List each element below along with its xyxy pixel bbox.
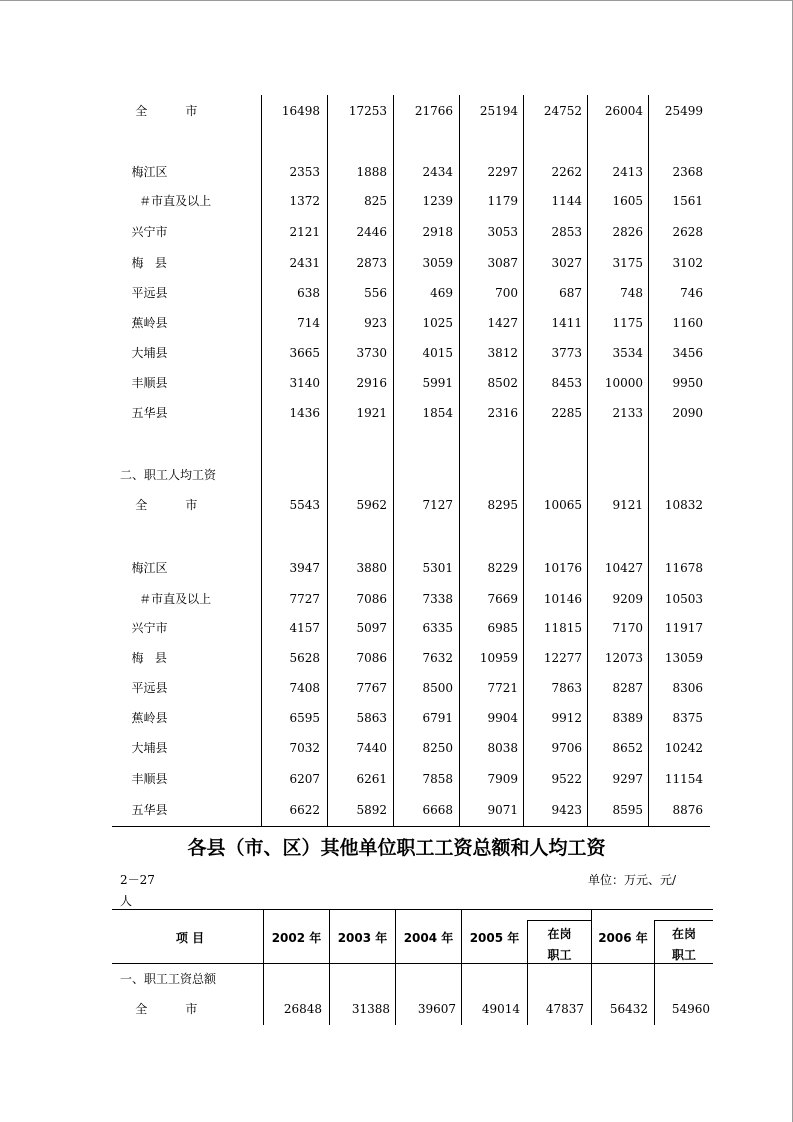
table-row [0,403,793,423]
table-cell: 2446 [356,225,387,239]
header-onpost-2005-a: 在岗 [547,927,572,941]
table-cell: 6595 [289,711,320,725]
table-cell: 2316 [487,406,518,420]
table-cell: 8038 [487,741,518,755]
table-cell: 2916 [356,376,387,390]
table-cell: 7408 [289,681,320,695]
table-cell: 10427 [604,561,643,575]
table-row [0,101,793,121]
table-cell: 3027 [551,256,582,270]
table-cell: 7127 [422,498,453,512]
table-cell: 7032 [289,741,320,755]
row-label: 一、职工工资总额 [120,972,217,986]
row-label: 平远县 [120,681,168,695]
table-cell: 7669 [487,592,518,606]
table-cell: 3102 [672,256,703,270]
table-cell: 3140 [289,376,320,390]
table-cell: 8229 [487,561,518,575]
table-row [0,618,793,638]
page-border-top [0,0,793,1]
table-cell: 8389 [612,711,643,725]
table-cell: 8375 [672,711,703,725]
table-cell: 9522 [551,772,582,786]
table-cell: 2853 [551,225,582,239]
table-cell: 9706 [551,741,582,755]
table-cell: 1436 [289,406,320,420]
table-cell: 8306 [672,681,703,695]
table-cell: 7858 [422,772,453,786]
table-cell: 5863 [356,711,387,725]
table-cell: 10065 [543,498,582,512]
table-row [0,191,793,211]
row-label: ＃市直及以上 [120,592,212,606]
table-cell: 7727 [289,592,320,606]
table-row [0,769,793,789]
table-cell: 8250 [422,741,453,755]
table-cell: 2434 [422,165,453,179]
table-cell: 1239 [422,194,453,208]
row-label: ＃市直及以上 [120,194,212,208]
table-cell: 8453 [551,376,582,390]
table-cell: 1144 [551,194,582,208]
table-cell: 54960 [671,1002,710,1016]
table-cell: 1372 [289,194,320,208]
table-cell: 10242 [664,741,703,755]
table-row [0,433,793,453]
header-2003: 2003 年 [337,931,388,945]
table-cell: 2413 [612,165,643,179]
row-label: 丰顺县 [120,376,168,390]
table-cell: 3730 [356,346,387,360]
table-cell: 2353 [289,165,320,179]
table-cell: 1605 [612,194,643,208]
table-cell: 3665 [289,346,320,360]
table-cell: 5962 [356,498,387,512]
table-row [0,313,793,333]
table-cell: 47837 [545,1002,584,1016]
table-cell: 10176 [543,561,582,575]
row-label: 全 市 [120,498,198,512]
table-cell: 923 [364,316,387,330]
row-label: 梅 县 [120,651,167,665]
table-cell: 9071 [487,803,518,817]
row-label: 梅江区 [120,561,168,575]
table-cell: 2873 [356,256,387,270]
table-cell: 7170 [612,621,643,635]
table-cell: 1561 [672,194,703,208]
table-row [0,283,793,303]
header-2002: 2002 年 [271,931,322,945]
unit-label: 单位：万元、元/ [588,873,677,887]
header-onpost-2006-b: 职工 [671,948,696,962]
table-row [0,465,793,485]
row-label: 大埔县 [120,741,168,755]
table-cell: 3456 [672,346,703,360]
table-cell: 3053 [487,225,518,239]
row-label: 兴宁市 [120,225,168,239]
table-cell: 11678 [664,561,703,575]
table-cell: 9209 [612,592,643,606]
table-cell: 10832 [664,498,703,512]
table-cell: 4015 [422,346,453,360]
table-row [0,558,793,578]
table-cell: 25499 [664,104,703,118]
table-cell: 9912 [551,711,582,725]
table-cell: 5301 [422,561,453,575]
table-cell: 1175 [612,316,643,330]
table-cell: 8295 [487,498,518,512]
row-label: 平远县 [120,286,168,300]
row-label: 全 市 [120,1002,198,1016]
table-cell: 7721 [487,681,518,695]
table-cell: 5543 [289,498,320,512]
table-cell: 3059 [422,256,453,270]
header-2005: 2005 年 [469,931,520,945]
row-label: 全 市 [120,104,198,118]
table-row [0,589,793,609]
table-cell: 10000 [604,376,643,390]
table-cell: 2431 [289,256,320,270]
table-row [0,222,793,242]
table-cell: 16498 [281,104,320,118]
table-row [0,495,793,515]
table-cell: 11815 [543,621,582,635]
table-cell: 2133 [612,406,643,420]
table-cell: 3880 [356,561,387,575]
table-cell: 1025 [422,316,453,330]
table-cell: 9950 [672,376,703,390]
table-cell: 5097 [356,621,387,635]
row-label: 梅 县 [120,256,167,270]
table-cell: 7863 [551,681,582,695]
table-cell: 7767 [356,681,387,695]
table-row [0,526,793,546]
table-cell: 3087 [487,256,518,270]
table-cell: 6335 [422,621,453,635]
table-cell: 1411 [551,316,582,330]
row-label: 梅江区 [120,165,168,179]
table-cell: 10146 [543,592,582,606]
header-item: 项 目 [175,931,205,945]
header-2006: 2006 年 [598,931,648,945]
table-cell: 638 [297,286,320,300]
table-cell: 49014 [481,1002,520,1016]
table-cell: 1888 [356,165,387,179]
row-label: 五华县 [120,803,168,817]
table-cell: 6622 [289,803,320,817]
table-cell: 2121 [289,225,320,239]
table-cell: 10959 [479,651,518,665]
table-cell: 8595 [612,803,643,817]
header-2004: 2004 年 [403,931,454,945]
table-cell: 7086 [356,651,387,665]
table-row [0,800,793,820]
table-cell: 7909 [487,772,518,786]
table-cell: 10503 [664,592,703,606]
table-cell: 26848 [283,1002,322,1016]
table-cell: 39607 [417,1002,456,1016]
table-cell: 17253 [348,104,387,118]
table-cell: 687 [559,286,582,300]
table-cell: 2262 [551,165,582,179]
subheader-rule [654,920,713,921]
table-cell: 9904 [487,711,518,725]
table-cell: 2090 [672,406,703,420]
table-cell: 5628 [289,651,320,665]
header-top-rule [112,909,713,910]
header-onpost-2005-b: 职工 [547,948,572,962]
table-row [0,738,793,758]
table-cell: 2285 [551,406,582,420]
table-cell: 556 [364,286,387,300]
unit-label-continued: 人 [120,894,133,908]
table-cell: 2368 [672,165,703,179]
table-cell: 1854 [422,406,453,420]
table-cell: 7440 [356,741,387,755]
table-row [0,373,793,393]
table-cell: 1160 [672,316,703,330]
table-cell: 746 [680,286,703,300]
table-cell: 8287 [612,681,643,695]
table-cell: 3947 [289,561,320,575]
row-label: 五华县 [120,406,168,420]
table-cell: 25194 [479,104,518,118]
table-cell: 8502 [487,376,518,390]
subheader-rule [527,920,591,921]
table-number: 2－27 [120,873,155,887]
table-row [0,648,793,668]
table-cell: 8500 [422,681,453,695]
table-cell: 11917 [664,621,703,635]
row-label: 大埔县 [120,346,168,360]
table-cell: 6985 [487,621,518,635]
table-cell: 1427 [487,316,518,330]
table-cell: 21766 [414,104,453,118]
table-cell: 2826 [612,225,643,239]
table-cell: 1179 [487,194,518,208]
table-cell: 714 [297,316,320,330]
table-cell: 31388 [351,1002,390,1016]
table-cell: 11154 [664,772,703,786]
row-label: 蕉岭县 [120,711,168,725]
table-row [0,253,793,273]
table-cell: 825 [364,194,387,208]
table-cell: 12277 [543,651,582,665]
row-label: 蕉岭县 [120,316,168,330]
table-cell: 2297 [487,165,518,179]
table-cell: 5991 [422,376,453,390]
table-cell: 6791 [422,711,453,725]
table-cell: 748 [620,286,643,300]
table-cell: 12073 [604,651,643,665]
table-row [0,708,793,728]
table-cell: 56432 [609,1002,648,1016]
table-cell: 3773 [551,346,582,360]
header-bottom-rule [112,963,713,964]
table-cell: 7632 [422,651,453,665]
table-cell: 6668 [422,803,453,817]
table-cell: 3175 [612,256,643,270]
table-cell: 6207 [289,772,320,786]
table-cell: 7338 [422,592,453,606]
table-cell: 5892 [356,803,387,817]
table-cell: 26004 [604,104,643,118]
table-row [0,343,793,363]
table-cell: 9121 [612,498,643,512]
table-row [0,999,793,1019]
table-cell: 7086 [356,592,387,606]
table-cell: 6261 [356,772,387,786]
table-cell: 4157 [289,621,320,635]
table-cell: 9423 [551,803,582,817]
table-cell: 1921 [356,406,387,420]
table-bottom-rule [112,826,710,827]
table-cell: 700 [495,286,518,300]
row-label: 兴宁市 [120,621,168,635]
table-cell: 3534 [612,346,643,360]
table-row [0,969,793,989]
row-label: 丰顺县 [120,772,168,786]
table-row [0,678,793,698]
table-cell: 8652 [612,741,643,755]
table-cell: 2628 [672,225,703,239]
table-cell: 469 [430,286,453,300]
table-cell: 24752 [543,104,582,118]
table-cell: 13059 [664,651,703,665]
section-title: 各县（市、区）其他单位职工工资总额和人均工资 [187,837,606,859]
table-cell: 3812 [487,346,518,360]
table-row [0,162,793,182]
row-label: 二、职工人均工资 [120,468,217,482]
table-cell: 8876 [672,803,703,817]
header-onpost-2006-a: 在岗 [671,927,696,941]
table-cell: 2918 [422,225,453,239]
table-row [0,132,793,152]
table-cell: 9297 [612,772,643,786]
